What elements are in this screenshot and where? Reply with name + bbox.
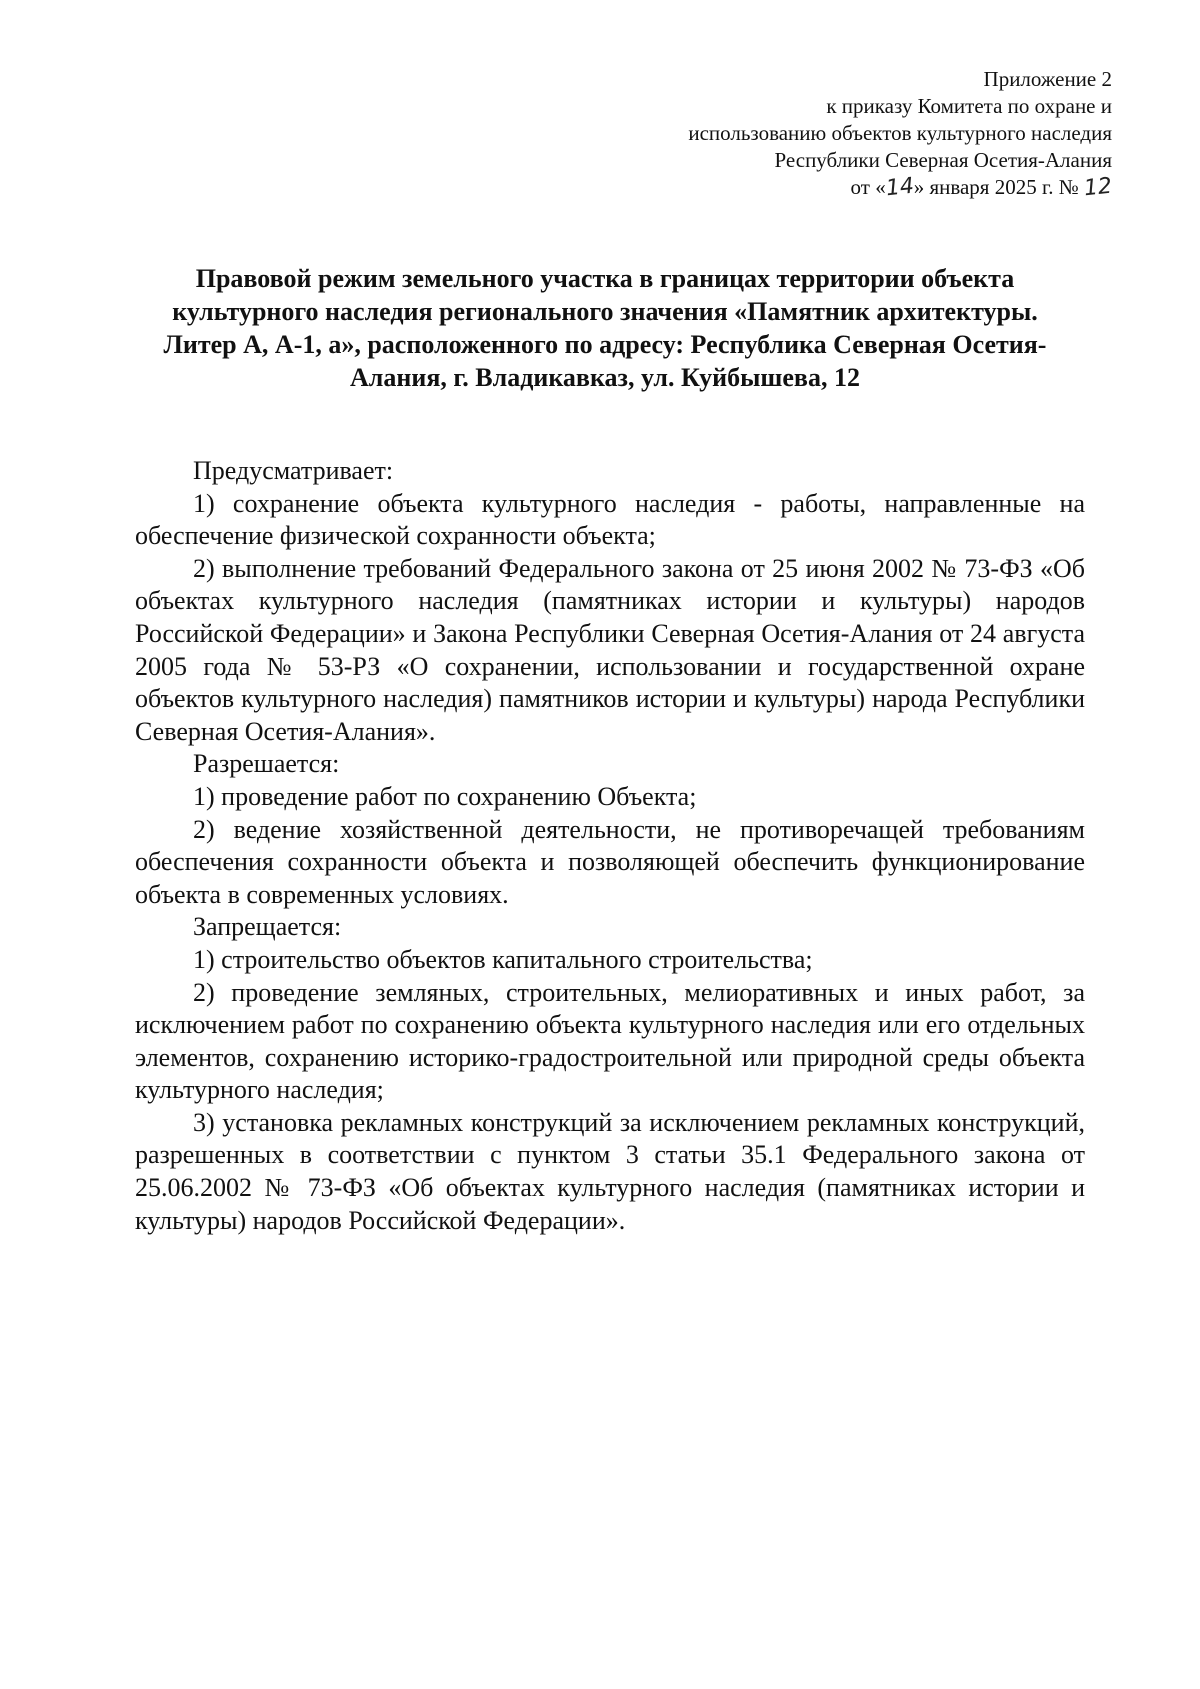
- allowed-heading: Разрешается:: [193, 749, 340, 779]
- appendix-header: [688, 66, 1112, 201]
- provides-item-1: 1) сохранение объекта культурного наследия - работы, направленные на обеспечение физической сохранности объекта;: [135, 488, 1085, 551]
- appendix-line-2: к приказу Комитета по охране и: [826, 94, 1112, 118]
- title-line-3: Литер А, А-1, а», расположенного по адресу: Республика Северная Осетия-: [163, 330, 1047, 359]
- provides-heading: Предусматривает:: [193, 456, 394, 485]
- title-line-1: Правовой режим земельного участка в границах территории объекта: [195, 264, 1015, 293]
- document-body: [135, 455, 1085, 1237]
- order-prefix: от «: [850, 175, 886, 199]
- allowed-item-2: 2) ведение хозяйственной деятельности, не противоречащей требованиям обеспечения сохранности объекта и позволяющей обеспечить функционирование объекта в современных условиях.: [135, 814, 1085, 909]
- appendix-line-3: использованию объектов культурного наследия: [688, 121, 1112, 145]
- order-middle: » января 2025 г. №: [913, 175, 1079, 199]
- forbidden-heading: Запрещается:: [193, 912, 342, 942]
- handwritten-day: 14: [884, 173, 915, 202]
- document-title: [130, 262, 1080, 394]
- title-line-4: Алания, г. Владикавказ, ул. Куйбышева, 12: [350, 363, 860, 392]
- appendix-line-1: Приложение 2: [983, 67, 1112, 91]
- handwritten-order-number: 12: [1082, 173, 1114, 202]
- provides-item-2: 2) выполнение требований Федерального закона от 25 июня 2002 № 73-ФЗ «Об объектах культурного наследия (памятниках истории и культуры) народов Российской Федерации» и Закона Республики Северная Осетия-Алания от 24 августа 2005 года № 53-РЗ «О сохранении, использовании и государственной охране объектов культурного наследия) памятников истории и культуры) народа Республики Северная Осетия-Алания».: [135, 553, 1085, 746]
- forbidden-item-1: 1) строительство объектов капитального строительства;: [193, 944, 813, 974]
- forbidden-item-3: 3) установка рекламных конструкций за исключением рекламных конструкций, разрешенных в соответствии с пунктом 3 статьи 35.1 Федерального закона от 25.06.2002 № 73-ФЗ «Об объектах культурного наследия (памятниках истории и культуры) народов Российской Федерации».: [135, 1107, 1085, 1235]
- forbidden-item-2: 2) проведение земляных, строительных, мелиоративных и иных работ, за исключением работ по сохранению объекта культурного наследия или его отдельных элементов, сохранению историко-градостроительной или природной среды объекта культурного наследия;: [135, 977, 1085, 1105]
- order-date-line: [688, 174, 1112, 201]
- appendix-line-4: Республики Северная Осетия-Алания: [774, 148, 1112, 172]
- title-line-2: культурного наследия регионального значения «Памятник архитектуры.: [172, 297, 1038, 326]
- allowed-item-1: 1) проведение работ по сохранению Объекта;: [193, 781, 697, 811]
